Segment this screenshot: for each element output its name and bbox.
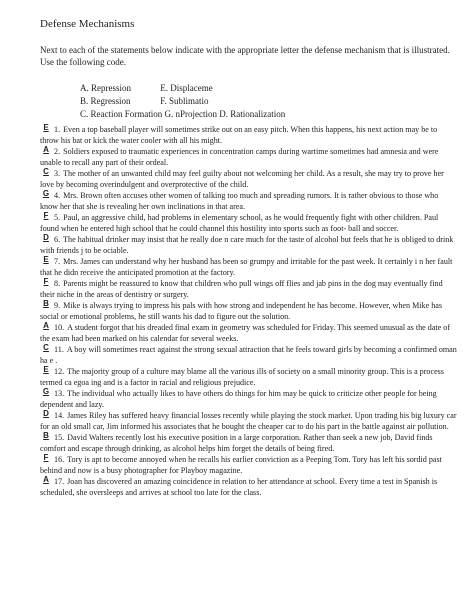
answer-letter: F — [43, 277, 49, 286]
answer-letter: F — [43, 211, 49, 220]
answer-letter: C — [43, 167, 49, 176]
page-title: Defense Mechanisms — [40, 18, 135, 30]
statement-number: 10. — [54, 323, 65, 332]
code-entry: E. Displaceme — [160, 83, 213, 93]
statement-item — [40, 344, 458, 366]
code-entry: C. Reaction Formation G. nProjection D. Rationalization — [80, 109, 286, 119]
code-row — [80, 82, 285, 95]
statement-text: The individual who actually likes to have others do things for him may be quick to criticize other people for being dependent and lazy. — [40, 389, 437, 409]
statement-item — [40, 212, 458, 234]
statement-text: A boy will sometimes react against the strong sexual attraction that he feels toward girls by becoming a confirmed oman ha e . — [40, 345, 457, 365]
statement-item — [40, 124, 458, 146]
statement-number: 2. — [54, 147, 61, 156]
statement-item — [40, 410, 458, 432]
statement-text: Even a top baseball player will sometimes strike out on an easy pitch. When this happens, his next action may be to throw his bat or kick the water cooler with all his might. — [40, 125, 438, 145]
statement-item — [40, 256, 458, 278]
statement-text: The majority group of a culture may blame all the various ills of society on a small minority group. This is a process termed ca egoa ing and is a factor in racial and religious prejudice. — [40, 367, 444, 387]
statement-text: Mike is always trying to impress his pals with how strong and independent he has become. However, when Mike has social or emotional problems, he still wants his dad to figure out the solution. — [40, 301, 442, 321]
instructions-text: Next to each of the statements below indicate with the appropriate letter the defense mechanism that is illustrated. Use the following code. — [40, 45, 450, 67]
code-legend — [80, 82, 285, 121]
code-entry: F. Sublimatio — [160, 96, 209, 106]
statement-number: 14. — [54, 411, 65, 420]
statement-item — [40, 388, 458, 410]
statement-number: 6. — [54, 235, 61, 244]
statement-text: Joan has discovered an amazing coincidence in relation to her attendance at school. Every time a test in Spanish is scheduled, she oversleeps and arrives at school too late for the class. — [40, 477, 438, 497]
statement-item — [40, 476, 458, 498]
statement-item — [40, 432, 458, 454]
statement-number: 1. — [54, 125, 61, 134]
answer-letter: C — [43, 343, 49, 352]
statement-text: The mother of an unwanted child may feel guilty about not welcoming her child. As a result, she may try to prove her love by becoming overindulgent and overprotective of the child. — [40, 169, 444, 189]
code-entry: A. Repression — [80, 83, 131, 93]
answer-letter: A — [43, 475, 49, 484]
statement-text: Mrs. Brown often accuses other women of talking too much and spreading rumors. It is rather obvious to those who know her that she is revealing her own inclinations in that area. — [40, 191, 439, 211]
answer-letter: F — [43, 453, 49, 462]
statement-text: Tory is apt to become annoyed when he recalls his earlier conviction as a Peeping Tom. Tory has left his sordid past behind and now is a busy photographer for Playboy magazine. — [40, 455, 442, 475]
answer-letter: B — [43, 431, 49, 440]
statement-text: Paul, an aggressive child, had problems in elementary school, as he would frequently fight with other children. Paul found when he entered high school that he could channel this hostility into sports such as foot- ball and soccer. — [40, 213, 439, 233]
statement-item — [40, 234, 458, 256]
statement-text: David Walters recently lost his executive position in a large corporation. Rather than seek a new job, David finds comfort and escape through drinking, as alcohol helps him forget the details of being fired. — [40, 433, 433, 453]
statement-number: 16. — [54, 455, 65, 464]
statement-number: 11. — [54, 345, 64, 354]
answer-letter: D — [43, 233, 49, 242]
statement-item — [40, 454, 458, 476]
statement-text: A student forgot that his dreaded final exam in geometry was scheduled for Friday. This seemed unusual as the date of the exam had been marked on his calendar for several weeks. — [40, 323, 451, 343]
statement-number: 12. — [54, 367, 65, 376]
code-entry: B. Regression — [80, 96, 131, 106]
statement-number: 8. — [54, 279, 61, 288]
statement-item — [40, 278, 458, 300]
statement-item — [40, 168, 458, 190]
statement-number: 9. — [54, 301, 61, 310]
statement-text: The habitual drinker may insist that he really doe n care much for the taste of alcohol but feels that he is obliged to drink with friends j to be ociable. — [40, 235, 454, 255]
answer-letter: E — [43, 255, 49, 264]
statement-number: 5. — [54, 213, 61, 222]
statement-item — [40, 146, 458, 168]
statement-number: 17. — [54, 477, 65, 486]
code-row — [80, 95, 285, 108]
statement-item — [40, 322, 458, 344]
statement-item — [40, 366, 458, 388]
answer-letter: E — [43, 123, 49, 132]
answer-letter: G — [42, 387, 50, 396]
statement-text: Parents might be reassured to know that children who pull wings off flies and jab pins in the dog may eventually find their niche in the areas of dentistry or surgery. — [40, 279, 443, 299]
statement-number: 3. — [54, 169, 61, 178]
statement-number: 15. — [54, 433, 65, 442]
statement-list — [40, 124, 458, 498]
answer-letter: B — [43, 299, 49, 308]
answer-letter: D — [43, 409, 49, 418]
statement-text: Soldiers exposed to traumatic experiences in concentration camps during wartime sometimes had amnesia and were unable to recall any part of their ordeal. — [40, 147, 439, 167]
statement-number: 7. — [54, 257, 61, 266]
statement-number: 13. — [54, 389, 65, 398]
answer-letter: A — [43, 145, 49, 154]
statement-item — [40, 300, 458, 322]
code-row — [80, 108, 285, 121]
statement-text: James Riley has suffered heavy financial losses recently while playing the stock market. Upon trading his big luxury car for an old small car, Jim informed his associates that he bought the cheaper car to do his part in the battle against air pollution. — [40, 411, 457, 431]
statement-number: 4. — [54, 191, 61, 200]
answer-letter: G — [42, 189, 50, 198]
answer-letter: E — [43, 365, 49, 374]
answer-letter: A — [43, 321, 49, 330]
statement-item — [40, 190, 458, 212]
statement-text: Mrs. James can understand why her husband has been so grumpy and irritable for the past week. It certainly i n her fault that he didn receive the anticipated promotion at the factory. — [40, 257, 453, 277]
